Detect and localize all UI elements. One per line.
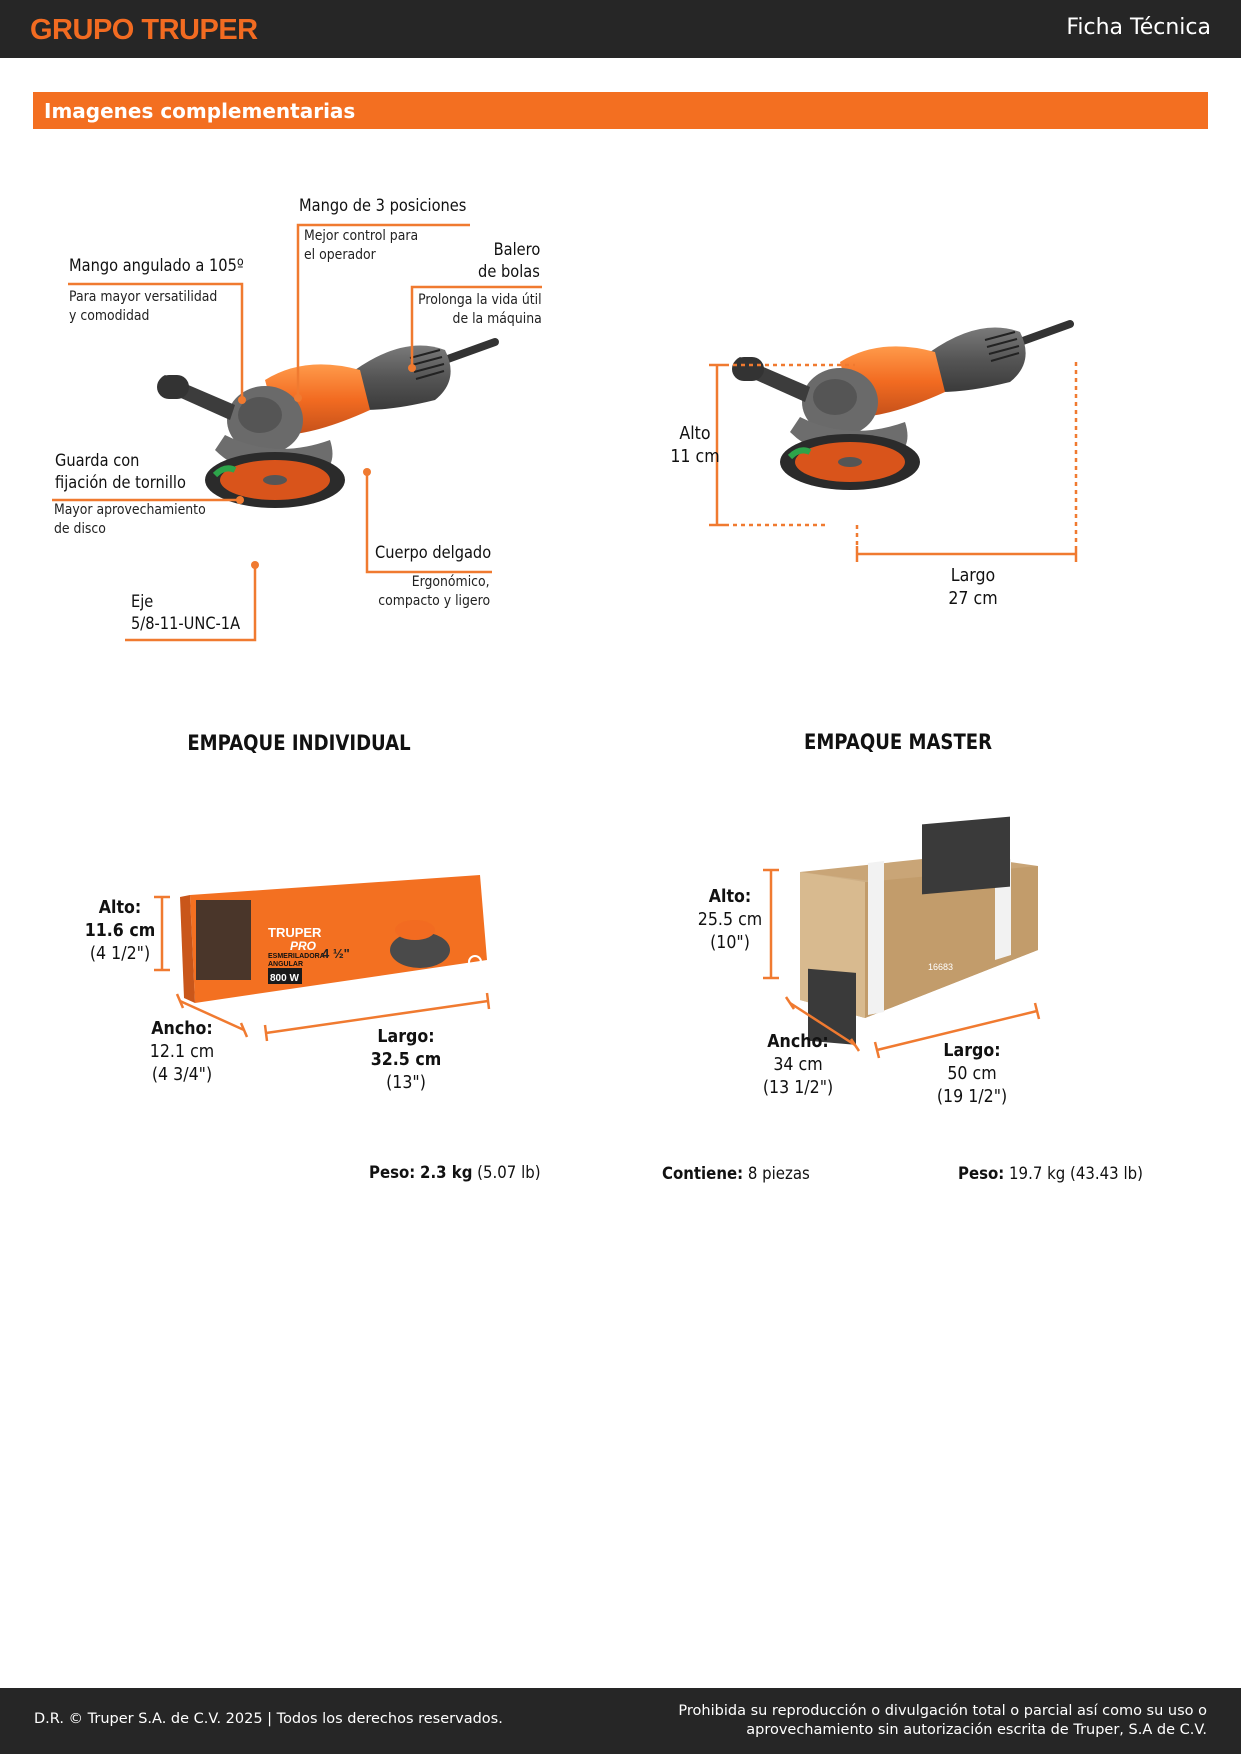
feature-guarda-title-1: Guarda con: [55, 451, 140, 471]
master-largo: [928, 1039, 1016, 1108]
master-contents-label: Contiene:: [662, 1164, 744, 1184]
feature-mango-105-title: Mango angulado a 105º: [69, 256, 244, 276]
individual-largo: [362, 1025, 450, 1094]
master-alto-label: Alto:: [708, 886, 752, 907]
feature-mango-105-desc-2: y comodidad: [69, 308, 150, 324]
individual-ancho-in: (4 3/4"): [151, 1064, 213, 1085]
feature-eje-line-2: 5/8-11-UNC-1A: [131, 614, 241, 634]
brand-logo: GRUPO TRUPER: [30, 14, 258, 46]
document-type: Ficha Técnica: [1066, 15, 1211, 40]
master-weight-label: Peso:: [958, 1164, 1005, 1184]
individual-ancho-cm: 12.1 cm: [149, 1041, 215, 1062]
master-largo-in: (19 1/2"): [936, 1086, 1008, 1107]
master-weight: [958, 1164, 1143, 1184]
footer-bar: [0, 1688, 1241, 1754]
feature-guarda-title-2: fijación de tornillo: [55, 473, 186, 493]
box-size-text: 4 ½": [322, 946, 350, 961]
master-box-image: [800, 817, 1038, 1045]
product-largo-value: 27 cm: [948, 588, 998, 609]
master-ancho-label: Ancho:: [767, 1031, 829, 1052]
section-title: Imagenes complementarias: [44, 99, 356, 123]
grinder-image-right: [732, 324, 1070, 490]
box-product-text: ESMERILADORA: [268, 953, 325, 960]
footer-disclaimer: [678, 1702, 1207, 1740]
feature-mango-3-title: Mango de 3 posiciones: [299, 196, 467, 216]
master-alto-cm: 25.5 cm: [697, 909, 763, 930]
individual-alto-label: Alto:: [98, 897, 142, 918]
feature-balero-title-2: de bolas: [478, 262, 540, 282]
feature-balero-desc-2: de la máquina: [452, 311, 542, 327]
master-ancho-in: (13 1/2"): [762, 1077, 834, 1098]
box-brand-text: TRUPER: [268, 925, 322, 940]
individual-alto-cm: 11.6 cm: [84, 920, 156, 941]
master-alto-in: (10"): [710, 932, 750, 953]
product-alto: [660, 422, 730, 468]
feature-balero-title-1: Balero: [493, 240, 540, 260]
feature-cuerpo-desc-1: Ergonómico,: [412, 574, 490, 590]
master-weight-value: 19.7 kg (43.43 lb): [1009, 1164, 1143, 1184]
individual-alto-in: (4 1/2"): [89, 943, 151, 964]
footer-disclaimer-line-1: Prohibida su reproducción o divulgación total o parcial así como su uso o: [678, 1703, 1207, 1719]
master-package-title: EMPAQUE MASTER: [803, 730, 993, 754]
master-alto: [686, 885, 774, 954]
box-power-text: 800 W: [270, 973, 299, 984]
product-largo: [929, 564, 1017, 610]
feature-guarda-desc-1: Mayor aprovechamiento: [54, 502, 206, 518]
product-largo-label: Largo: [950, 565, 996, 586]
master-largo-label: Largo:: [943, 1040, 1001, 1061]
master-largo-cm: 50 cm: [947, 1063, 997, 1084]
feature-mango-105-desc-1: Para mayor versatilidad: [69, 289, 218, 305]
feature-balero-desc-1: Prolonga la vida útil: [418, 292, 542, 308]
individual-package-title: EMPAQUE INDIVIDUAL: [187, 731, 411, 755]
master-box-code: 16683: [928, 962, 954, 972]
individual-weight-lb: (5.07 lb): [477, 1163, 541, 1183]
individual-alto: [76, 896, 164, 965]
grinder-image-left: [157, 342, 495, 508]
feature-cuerpo-desc-2: compacto y ligero: [378, 593, 490, 609]
footer-copyright: D.R. © Truper S.A. de C.V. 2025 | Todos los derechos reservados.: [34, 1711, 503, 1727]
individual-box-image: [180, 875, 487, 1003]
individual-weight-value: 2.3 kg: [420, 1163, 473, 1183]
individual-weight-label: Peso:: [369, 1163, 416, 1183]
feature-mango-3-desc-1: Mejor control para: [304, 228, 419, 244]
box-sub-text: PRO: [290, 939, 317, 953]
feature-mango-3-desc-2: el operador: [304, 247, 376, 263]
individual-ancho: [138, 1017, 226, 1086]
individual-largo-in: (13"): [386, 1072, 426, 1093]
feature-guarda-desc-2: de disco: [54, 521, 106, 537]
master-ancho: [754, 1030, 842, 1099]
individual-weight: [369, 1163, 541, 1183]
individual-ancho-label: Ancho:: [151, 1018, 213, 1039]
master-contents-value: 8 piezas: [747, 1164, 810, 1184]
feature-cuerpo-title: Cuerpo delgado: [375, 543, 492, 563]
individual-largo-label: Largo:: [377, 1026, 435, 1047]
feature-eje-line-1: Eje: [131, 592, 154, 612]
product-alto-label: Alto: [679, 423, 711, 444]
box-product-text-2: ANGULAR: [268, 961, 303, 968]
product-alto-value: 11 cm: [670, 446, 720, 467]
master-ancho-cm: 34 cm: [773, 1054, 823, 1075]
master-contents: [662, 1164, 810, 1184]
footer-disclaimer-line-2: aprovechamiento sin autorización escrita de Truper, S.A de C.V.: [746, 1722, 1207, 1738]
individual-largo-cm: 32.5 cm: [370, 1049, 442, 1070]
